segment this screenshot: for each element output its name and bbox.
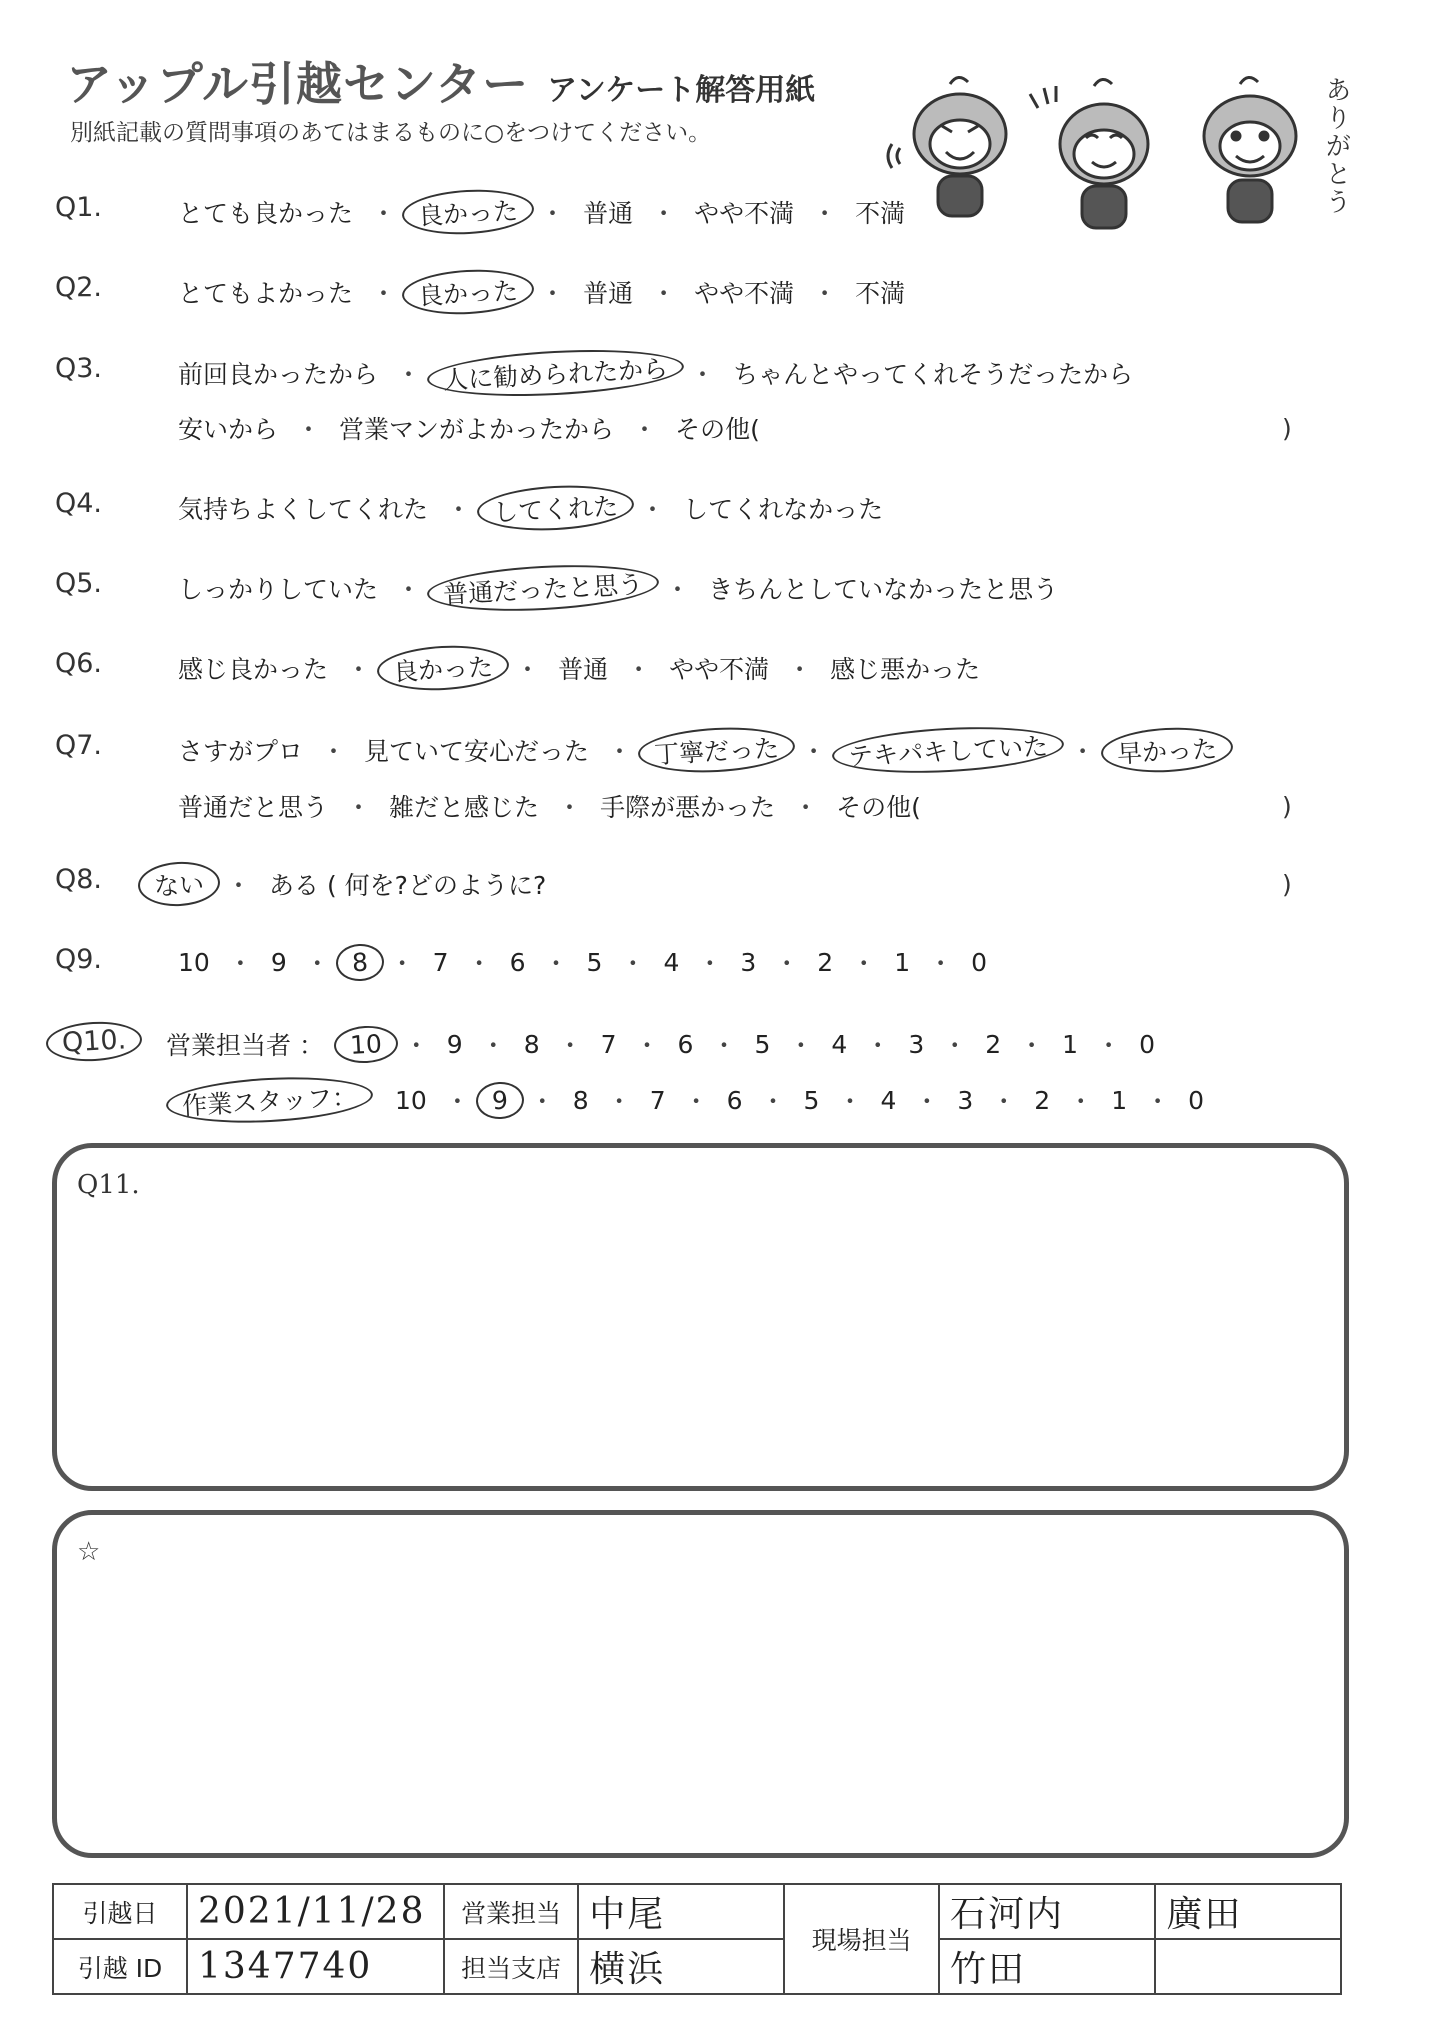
moving-date-label: 引越日 — [53, 1884, 187, 1939]
sales-rep-value: 中尾 — [578, 1884, 784, 1939]
mascot-center — [1030, 79, 1148, 228]
move-info-table — [52, 1883, 1342, 1995]
question-label: Q7. — [55, 730, 103, 761]
option-other[interactable]: その他( — [675, 415, 760, 444]
score-option[interactable]: 5 — [803, 1085, 820, 1115]
option-selected[interactable]: 丁寧だった — [637, 724, 796, 776]
score-option[interactable]: 2 — [817, 947, 834, 977]
option-selected[interactable]: 人に勧められたから — [426, 344, 685, 401]
score-option[interactable]: 10 — [178, 947, 210, 977]
option[interactable]: 普通 — [558, 655, 609, 684]
mascot-right — [1204, 77, 1296, 222]
option[interactable]: 気持ちよくしてくれた — [178, 495, 429, 524]
moving-date-value: 2021/11/28 — [187, 1884, 444, 1939]
site-rep-label: 現場担当 — [784, 1884, 939, 1994]
score-option[interactable]: 1 — [894, 947, 911, 977]
score-option[interactable]: 9 — [270, 947, 287, 977]
score-option[interactable]: 9 — [446, 1029, 463, 1059]
option[interactable]: 普通 — [583, 279, 634, 308]
option-selected[interactable]: テキパキしていた — [831, 722, 1065, 778]
score-option[interactable]: 5 — [586, 947, 603, 977]
score-option[interactable]: 0 — [1188, 1085, 1205, 1115]
question-label: Q2. — [55, 272, 103, 303]
option[interactable]: やや不満 — [669, 655, 770, 684]
option[interactable]: してくれなかった — [683, 495, 884, 524]
branch-value: 横浜 — [578, 1939, 784, 1994]
score-option[interactable]: 4 — [663, 947, 680, 977]
option-selected[interactable]: してくれた — [476, 482, 635, 534]
option[interactable]: 営業マンがよかったから — [339, 415, 615, 444]
option[interactable]: 普通 — [583, 199, 634, 228]
option[interactable]: やや不満 — [694, 279, 795, 308]
paren-close: ) — [1282, 414, 1292, 443]
option-selected[interactable]: 早かった — [1100, 725, 1234, 776]
option[interactable]: ちゃんとやってくれそうだったから — [733, 360, 1134, 389]
option[interactable]: 手際が悪かった — [600, 793, 776, 822]
thanks-text: ありがとう — [1321, 76, 1351, 216]
score-option[interactable]: 1 — [1111, 1085, 1128, 1115]
option[interactable]: とてもよかった — [178, 279, 354, 308]
score-option[interactable]: 8 — [572, 1085, 589, 1115]
score-option[interactable]: 7 — [432, 947, 449, 977]
question-label: Q1. — [55, 192, 103, 223]
staff-score-label-circled: 作業スタッフ： — [165, 1073, 374, 1128]
score-option[interactable]: 4 — [831, 1029, 848, 1059]
page-header — [66, 48, 815, 114]
score-option[interactable]: 6 — [677, 1029, 694, 1059]
option-selected[interactable]: 良かった — [401, 187, 535, 238]
score-option[interactable]: 3 — [908, 1029, 925, 1059]
score-option-selected[interactable]: 8 — [335, 942, 385, 981]
question-label-circled: Q10. — [45, 1020, 143, 1064]
paren-close: ) — [1282, 792, 1292, 821]
option[interactable]: 前回良かったから — [178, 360, 379, 389]
score-option[interactable]: 3 — [740, 947, 757, 977]
instruction-text: 別紙記載の質問事項のあてはまるものに○をつけてください。 — [70, 120, 712, 146]
site-rep-value-1: 石河内 — [939, 1884, 1155, 1939]
option[interactable]: とても良かった — [178, 199, 354, 228]
site-rep-value-2: 廣田 — [1155, 1884, 1341, 1939]
option[interactable]: しっかりしていた — [178, 575, 379, 604]
q11-comment-box[interactable] — [52, 1143, 1349, 1491]
option-selected[interactable]: 良かった — [376, 643, 510, 694]
option[interactable]: やや不満 — [694, 199, 795, 228]
question-label: Q4. — [55, 488, 103, 519]
score-option[interactable]: 0 — [1139, 1029, 1155, 1059]
option[interactable]: きちんとしていなかったと思う — [708, 575, 1059, 604]
score-option-selected[interactable]: 9 — [475, 1080, 525, 1119]
score-option[interactable]: 6 — [726, 1085, 743, 1115]
option[interactable]: 感じ悪かった — [830, 655, 981, 684]
document-title: アンケート解答用紙 — [547, 73, 816, 108]
option-selected[interactable]: ない — [137, 860, 221, 908]
question-label: Q6. — [55, 648, 103, 679]
score-option[interactable]: 5 — [754, 1029, 771, 1059]
star-label: ☆ — [77, 1537, 101, 1567]
mascot-illustration — [880, 64, 1340, 240]
score-option[interactable]: 0 — [971, 947, 988, 977]
branch-label: 担当支店 — [444, 1939, 578, 1994]
score-option[interactable]: 2 — [985, 1029, 1002, 1059]
brand-name: アップル引越センター — [66, 57, 530, 111]
site-rep-value-3: 竹田 — [939, 1939, 1155, 1994]
score-option[interactable]: 7 — [649, 1085, 666, 1115]
option-selected[interactable]: 普通だったと思う — [426, 560, 660, 616]
score-option[interactable]: 4 — [880, 1085, 897, 1115]
option-selected[interactable]: 良かった — [401, 267, 535, 318]
moving-id-label: 引越 ID — [53, 1939, 187, 1994]
question-label: Q9. — [55, 944, 103, 975]
score-option[interactable]: 7 — [600, 1029, 617, 1059]
site-rep-empty — [1155, 1939, 1341, 1994]
question-label: Q3. — [55, 353, 103, 384]
question-label: Q5. — [55, 568, 103, 599]
option[interactable]: 安いから — [178, 415, 279, 444]
score-option[interactable]: 1 — [1062, 1029, 1079, 1059]
score-option-selected[interactable]: 10 — [333, 1024, 399, 1064]
option[interactable]: 感じ良かった — [178, 655, 329, 684]
score-option[interactable]: 6 — [509, 947, 526, 977]
option[interactable]: 見ていて安心だった — [364, 737, 590, 766]
score-option[interactable]: 10 — [395, 1085, 427, 1115]
option[interactable]: ある ( 何を?どのように? — [269, 871, 547, 900]
score-option[interactable]: 8 — [523, 1029, 540, 1059]
score-option[interactable]: 2 — [1034, 1085, 1051, 1115]
sales-rep-label: 営業担当 — [444, 1884, 578, 1939]
question-label: Q8. — [55, 864, 103, 895]
option[interactable]: 不満 — [855, 199, 906, 228]
q11-label: Q11. — [77, 1170, 140, 1200]
option[interactable]: 普通だと思う — [178, 793, 329, 822]
option[interactable]: さすがプロ — [178, 737, 304, 766]
option[interactable]: 雑だと感じた — [389, 793, 540, 822]
option-other[interactable]: その他( — [836, 793, 921, 822]
option[interactable]: 不満 — [855, 279, 906, 308]
paren-close: ) — [1282, 870, 1292, 899]
score-option[interactable]: 3 — [957, 1085, 974, 1115]
sales-rep-score-label: 営業担当者 ： — [166, 1031, 324, 1060]
star-comment-box[interactable] — [52, 1510, 1349, 1858]
moving-id-value: 1347740 — [187, 1939, 444, 1994]
